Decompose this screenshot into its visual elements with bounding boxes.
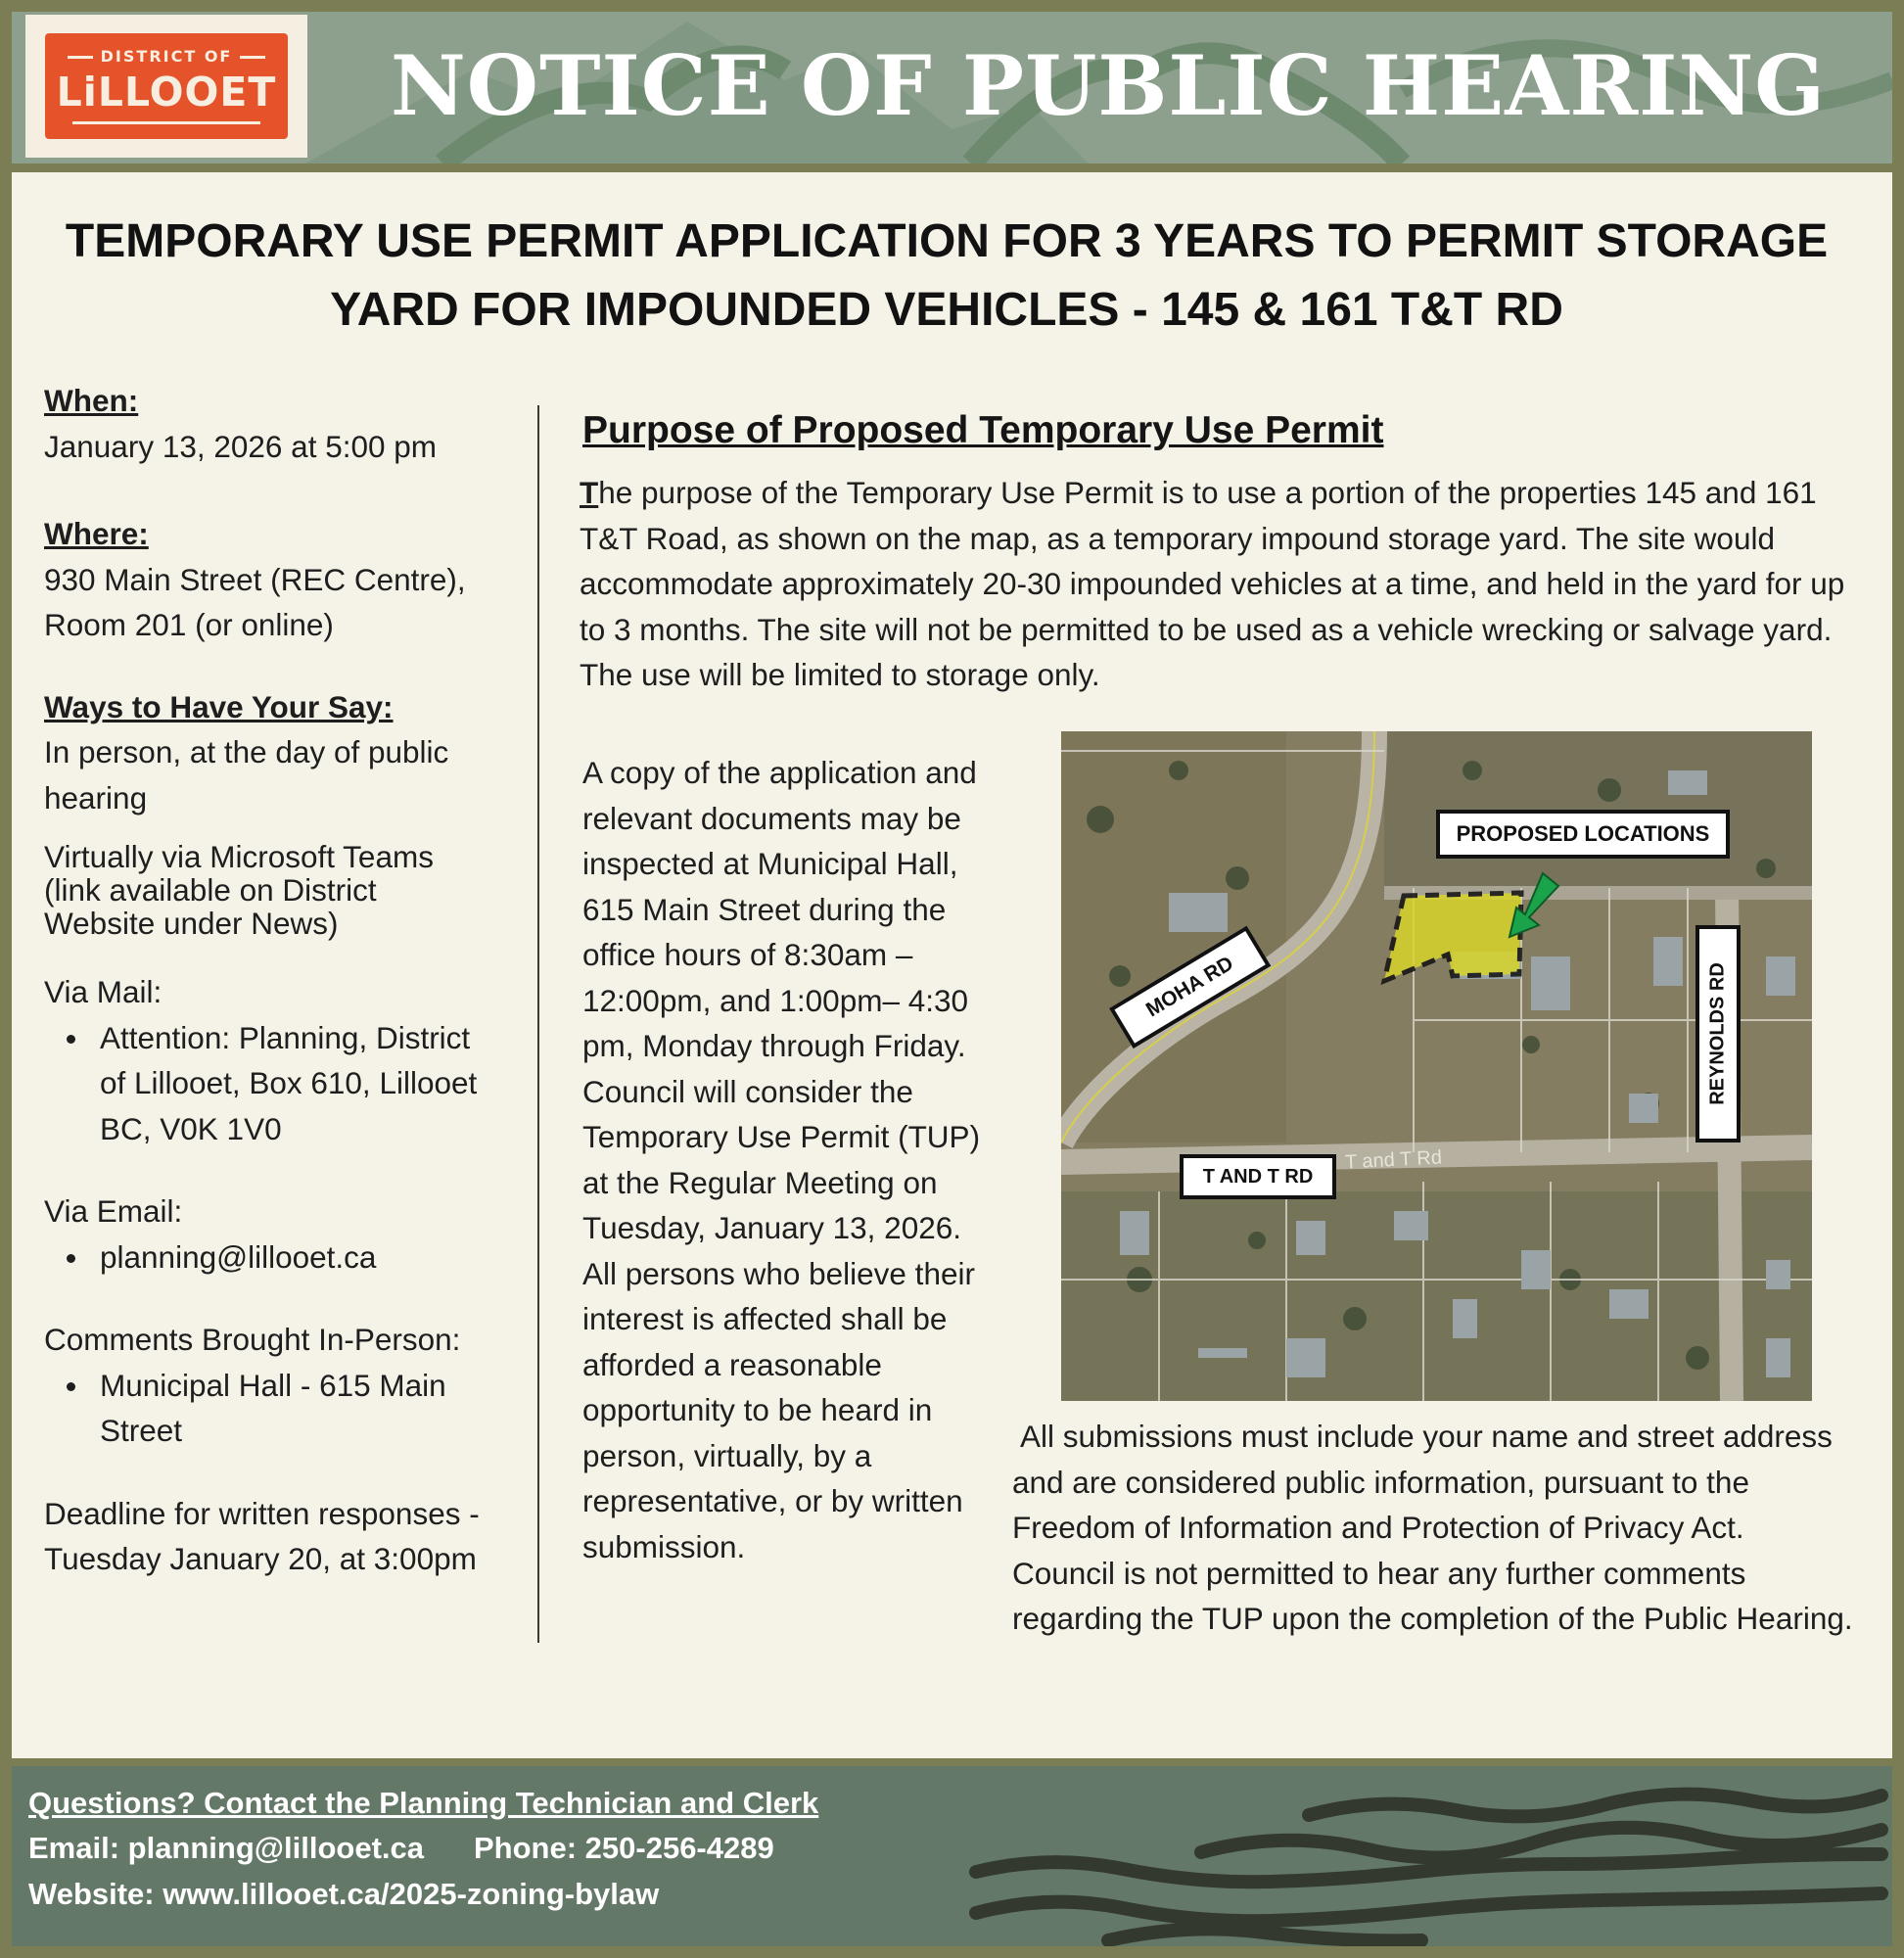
- contact-footer: [12, 1766, 1892, 1946]
- header-banner: [12, 12, 1892, 163]
- when-value: January 13, 2026 at 5:00 pm: [44, 428, 438, 464]
- when-label: When:: [44, 383, 139, 418]
- subtitle-line-1: TEMPORARY USE PERMIT APPLICATION FOR 3 YEARS TO PERMIT STORAGE: [65, 215, 1829, 267]
- mail-list: [44, 1015, 504, 1152]
- drop-letter: T: [580, 475, 599, 510]
- purpose-heading: Purpose of Proposed Temporary Use Permit: [582, 409, 1384, 451]
- deadline-text: Deadline for written responses - Tuesday January 20, at 3:00pm: [44, 1495, 480, 1576]
- page-title: NOTICE OF PUBLIC HEARING: [391, 37, 1826, 134]
- email-address[interactable]: planning@lillooet.ca: [100, 1235, 504, 1281]
- logo-lillooet: LiLLOOET: [56, 69, 277, 116]
- subtitle: [31, 208, 1862, 345]
- proposed-locations-label: PROPOSED LOCATIONS: [1436, 810, 1730, 859]
- ways-label: Ways to Have Your Say:: [44, 688, 394, 724]
- mail-label: Via Mail:: [44, 974, 163, 1009]
- subtitle-line-2: YARD FOR IMPOUNDED VEHICLES - 145 & 161 T&T RD: [330, 284, 1563, 336]
- submission-notes: [1012, 1414, 1864, 1642]
- moha-road-label: MOHA RD: [1109, 926, 1271, 1049]
- logo-district-of: DISTRICT OF: [45, 47, 288, 66]
- purpose-body: he purpose of the Temporary Use Permit is to use a portion of the properties 145 and 161 T&T Road, as shown on the map, as a temporary impound storage yard. The site would accommodate approximately 20-30 impounded vehicles at a time, and held in the yard for up to 3 months. The site will not be permitted to be used as a vehicle wrecking or salvage yard. The use will be limited to storage only.: [580, 475, 1845, 692]
- district-logo: [25, 15, 307, 158]
- t-and-t-road-label: T AND T RD: [1180, 1154, 1336, 1199]
- hearing-details: [44, 378, 504, 1582]
- column-divider: [537, 405, 539, 1643]
- where-value: 930 Main Street (REC Centre), Room 201 (or online): [44, 561, 466, 642]
- mail-address: Attention: Planning, District of Lillooet, Box 610, Lillooet BC, V0K 1V0: [100, 1015, 504, 1152]
- reynolds-road-text: REYNOLDS RD: [1706, 962, 1729, 1105]
- contact-heading: Questions? Contact the Planning Technician and Clerk: [28, 1786, 819, 1820]
- comments-list: [44, 1363, 504, 1454]
- virtual-text: Virtually via Microsoft Teams (link available on District Website under News): [44, 839, 434, 941]
- submission-paragraph-1: All submissions must include your name and street address and are considered public information, pursuant to the Freedom of Information and Protection of Privacy Act.: [1012, 1419, 1833, 1545]
- logo-badge: [45, 33, 288, 139]
- where-label: Where:: [44, 516, 149, 551]
- comments-label: Comments Brought In-Person:: [44, 1322, 461, 1357]
- inspection-text: A copy of the application and relevant documents may be inspected at Municipal Hall, 615 Main Street during the office hours of 8:30am – 12:00pm, and 1:00pm– 4:30 pm, Monday through Friday. Council will consider the Temporary Use Permit (TUP) at the Regular Meeting on Tuesday, January 13, 2026. All persons who believe their interest is affected shall be afforded a reasonable opportunity to be heard in person, virtually, by a representative, or by written submission.: [582, 755, 981, 1564]
- reynolds-road-label: [1695, 925, 1741, 1142]
- contact-phone[interactable]: Phone: 250-256-4289: [474, 1831, 774, 1865]
- contact-email[interactable]: Email: planning@lillooet.ca: [28, 1831, 424, 1865]
- email-label: Via Email:: [44, 1193, 183, 1229]
- map-road-text: T and T Rd: [1344, 1146, 1443, 1174]
- submission-paragraph-2: Council is not permitted to hear any further comments regarding the TUP upon the completion of the Public Hearing.: [1012, 1555, 1853, 1636]
- email-list: [44, 1235, 504, 1281]
- site-map: [1061, 731, 1812, 1401]
- contact-website[interactable]: Website: www.lillooet.ca/2025-zoning-bylaw: [28, 1877, 660, 1911]
- content-panel: [12, 172, 1892, 1758]
- purpose-text: [580, 470, 1862, 698]
- comments-location: Municipal Hall - 615 Main Street: [100, 1363, 504, 1454]
- in-person-text: In person, at the day of public hearing: [44, 734, 449, 816]
- logo-rule: [72, 121, 260, 124]
